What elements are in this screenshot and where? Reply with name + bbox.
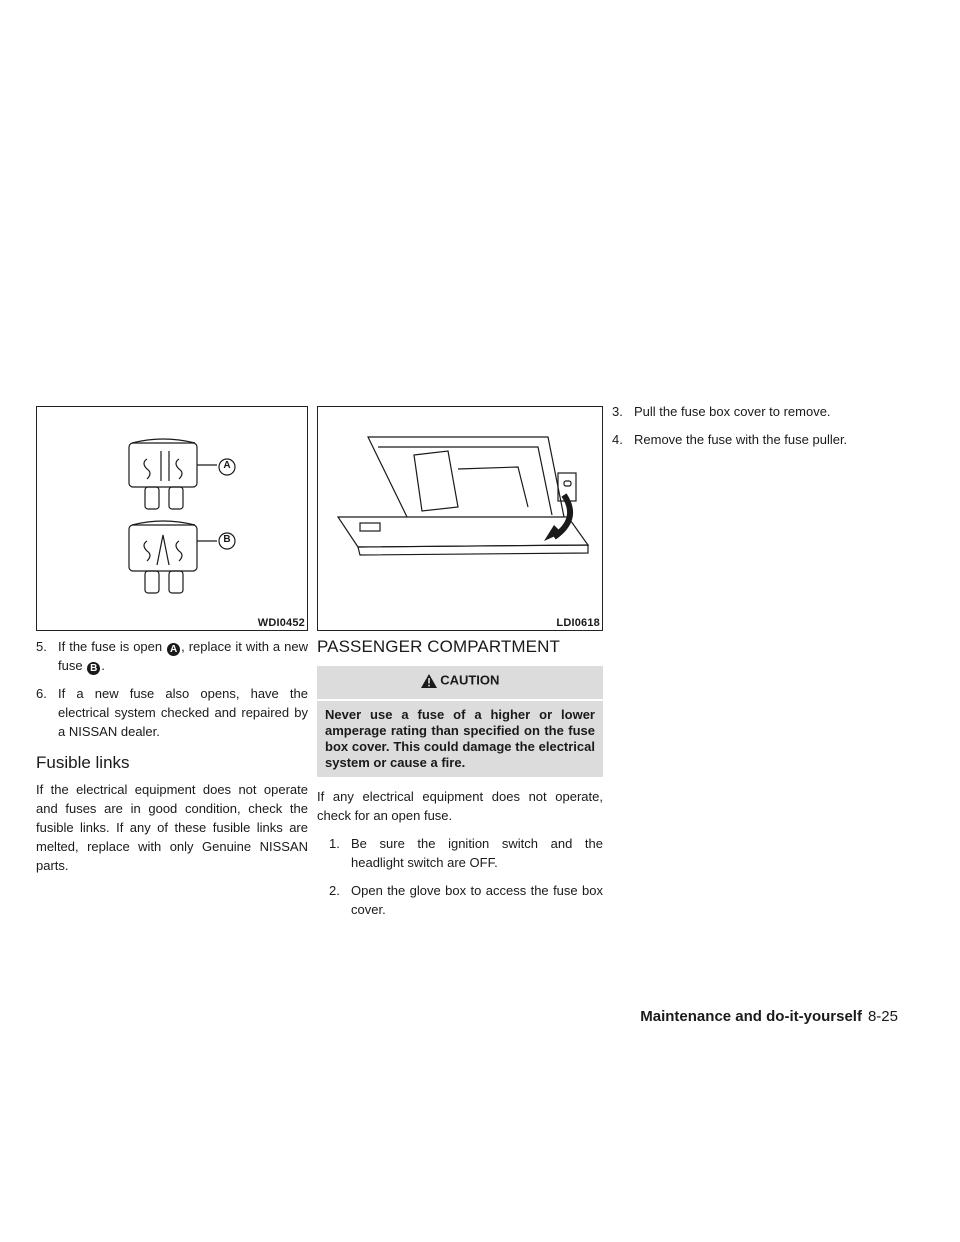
- caution-box: [317, 666, 603, 777]
- step-3: 3. Pull the fuse box cover to remove.: [612, 404, 831, 419]
- caution-header: [317, 666, 603, 701]
- fuse-figure: [36, 406, 308, 631]
- glove-box-figure: [317, 406, 603, 631]
- step-4: 4. Remove the fuse with the fuse puller.: [612, 432, 848, 447]
- footer-section-title: Maintenance and do-it-yourself: [640, 1008, 862, 1025]
- right-column: [612, 402, 902, 458]
- step-number: 4.: [612, 432, 623, 447]
- warning-triangle-icon: [421, 674, 437, 688]
- glove-box-illustration: [318, 407, 602, 630]
- fuse-illustration: [37, 407, 307, 630]
- step-number: 1.: [329, 835, 340, 851]
- section-heading: PASSENGER COMPARTMENT: [317, 637, 560, 656]
- step-1: 1. Be sure the ignition switch and the headlight switch are OFF.: [329, 835, 603, 870]
- step-number: 6.: [36, 686, 47, 701]
- step-number: 3.: [612, 404, 623, 419]
- middle-steps: [317, 834, 603, 919]
- step-6: 6. If a new fuse also opens, have the electrical system checked and repaired by a NISSAN dealer.: [36, 686, 308, 739]
- figure-code: WDI0452: [257, 617, 305, 629]
- left-column: [36, 637, 308, 884]
- fusible-links-body: If the electrical equipment does not operate and fuses are in good condition, check the fusible links. If any of these fusible links are melted, replace with only Genuine NISSAN parts.: [36, 782, 308, 873]
- page-number: 8-25: [867, 1008, 898, 1025]
- step-5: 5. If the fuse is open A , replace it with a new fuse B .: [36, 639, 308, 674]
- middle-column: [317, 637, 603, 928]
- fusible-links-heading: Fusible links: [36, 753, 130, 772]
- intro-text: If any electrical equipment does not operate, check for an open fuse.: [317, 788, 603, 823]
- page-footer: [640, 1008, 898, 1025]
- figure-code: LDI0618: [556, 617, 600, 629]
- step-2: 2. Open the glove box to access the fuse box cover.: [329, 882, 603, 917]
- step-number: 2.: [329, 882, 340, 898]
- caution-text: Never use a fuse of a higher or lower amperage rating than specified on the fuse box cover. This could damage the electrical system or cause a fire.: [325, 706, 595, 770]
- marker-b-icon: B: [87, 662, 100, 675]
- fuse-label-b: B: [223, 534, 231, 545]
- caution-title: CAUTION: [440, 672, 500, 688]
- marker-a-icon: A: [167, 643, 180, 656]
- fuse-label-a: A: [223, 460, 231, 471]
- step-number: 5.: [36, 639, 47, 654]
